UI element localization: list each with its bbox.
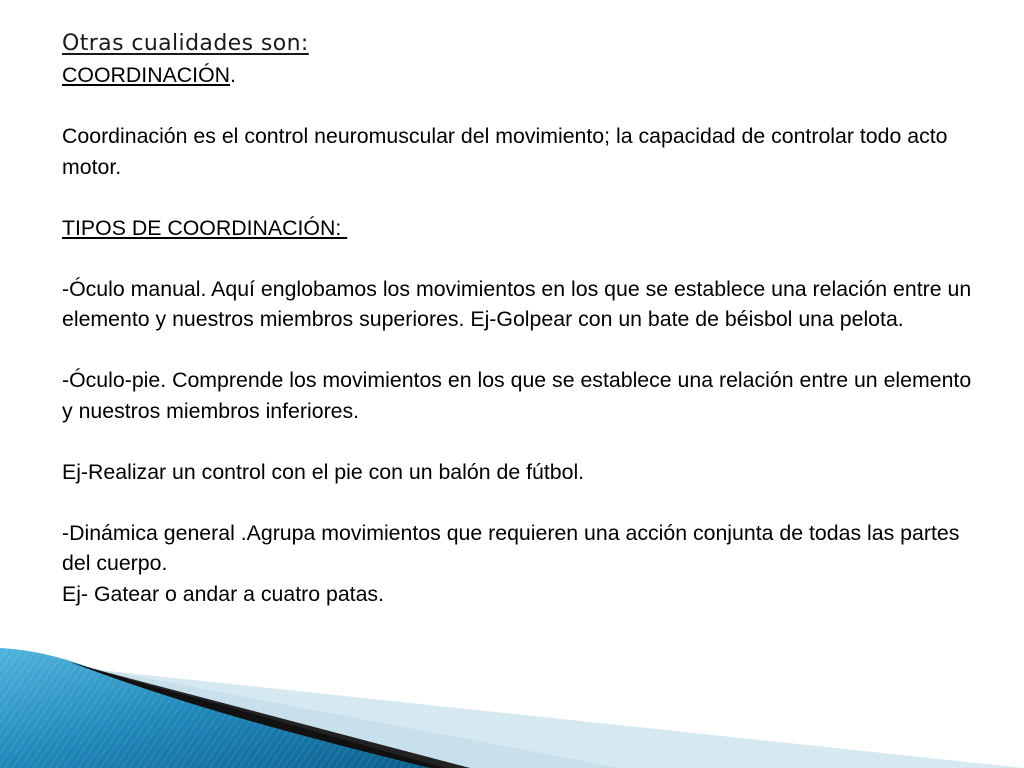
- spacer: [62, 487, 972, 518]
- oculo-pie-example: Ej-Realizar un control con el pie con un balón de fútbol.: [62, 459, 585, 484]
- slide-content: [62, 28, 972, 609]
- dinamica-example: Ej- Gatear o andar a cuatro patas.: [62, 581, 385, 606]
- light-blue-band: [0, 668, 1024, 768]
- coordination-heading-line: [62, 60, 972, 91]
- coordination-heading: COORDINACIÓN: [62, 63, 231, 87]
- definition-paragraph: Coordinación es el control neuromuscular del movimiento; la capacidad de controlar todo acto motor.: [62, 124, 948, 179]
- oculo-manual-paragraph: -Óculo manual. Aquí englobamos los movimientos en los que se establece una relación entre un elemento y nuestros miembros superiores. Ej-Golpear con un bate de béisbol una pelota.: [62, 276, 972, 331]
- oculo-pie-paragraph: -Óculo-pie. Comprende los movimientos en los que se establece una relación entre un elemento y nuestros miembros inferiores.: [62, 368, 972, 423]
- black-swoosh: [70, 662, 470, 768]
- coordination-heading-suffix: .: [230, 63, 236, 87]
- spacer: [62, 426, 972, 457]
- spacer: [62, 243, 972, 274]
- blue-wave: [0, 648, 430, 768]
- spacer: [62, 91, 972, 122]
- slide-title: Otras cualidades son:: [62, 31, 309, 56]
- spacer: [62, 182, 972, 213]
- types-heading-line: [62, 213, 972, 244]
- spacer: [62, 335, 972, 366]
- types-heading: TIPOS DE COORDINACIÓN:: [62, 215, 348, 240]
- dinamica-general-paragraph: -Dinámica general .Agrupa movimientos que requieren una acción conjunta de todas las partes del cuerpo.: [62, 520, 960, 575]
